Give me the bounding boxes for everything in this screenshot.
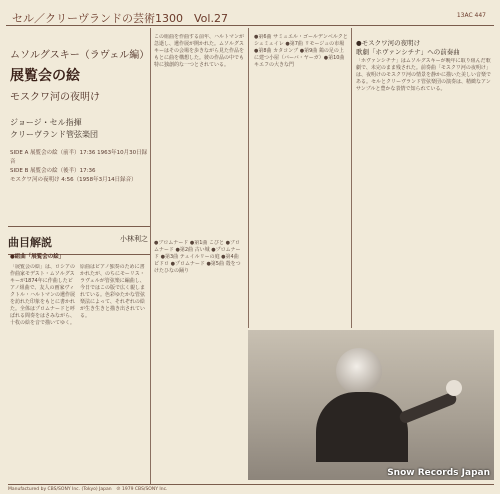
series-title: セル／クリーヴランドの芸術1300 Vol.27: [12, 12, 228, 25]
column-divider-3: [351, 28, 352, 328]
second-work: モスクワ河の夜明け: [10, 92, 100, 103]
notes-heading: [8, 226, 150, 255]
opera-title: 歌劇「ホヴァンシチナ」への前奏曲: [356, 48, 460, 56]
header-bar: [6, 7, 494, 26]
side-a: SIDE A 展覧会の絵（前半）17:36 1963年10月30日録音: [10, 150, 148, 165]
watermark: Snow Records Japan: [387, 468, 490, 478]
notes-col-6: 「ホヴァンシチナ」はムソルグスキーが晩年に取り組んだ歌劇で、未完のまま残された。前奏曲「モスクワ河の夜明け」は、夜明けのモスクワ河の情景を静かに描いた美しい音楽である。セルとクリーヴランド管弦楽団の演奏は、精緻なアンサンブルと豊かな表情で知られている。: [356, 58, 492, 92]
work-heading: ●組曲「展覧会の絵」: [10, 254, 65, 260]
conductor: ジョージ・セル指揮: [10, 118, 82, 127]
work-title: 展覧会の絵: [10, 68, 80, 84]
moscow-title: ●モスクワ河の夜明け: [356, 39, 421, 47]
photo-hand: [446, 380, 462, 396]
side-b: SIDE B 展覧会の絵（後半）17:36: [10, 168, 96, 174]
notes-col-5: ●第6曲 サミュエル・ゴールデンベルクとシュミュイレ ●第7曲 リモージュの市場 ●第8曲 カタコンブ ●第9曲 鶏の足の上に建つ小屋（バーバ・ヤーガ）●第10曲 キエフの大きな門: [254, 34, 348, 68]
footer: Manufactured by CBS/SONY Inc. (Tokyo) Japan ℗ 1979 CBS/SONY Inc.: [8, 484, 494, 492]
column-divider-2: [248, 28, 249, 328]
album-title-block: [10, 30, 150, 185]
conductor-photo: [248, 330, 494, 480]
notes-col-1: 「展覧会の絵」は、ロシアの作曲家モデスト・ムソルグスキーが1874年に作曲したピアノ組曲で、友人の画家ヴィクトル・ハルトマンの遺作展を訪れた印象をもとに書かれた。全体はプロムナードと呼ばれる間奏をはさみながら、十枚の絵を音で描いてゆく。: [10, 264, 76, 326]
photo-head: [336, 348, 382, 394]
composer-line: ムソルグスキー（ラヴェル編）: [10, 50, 150, 61]
notes-col-2: 原曲はピアノ独奏のために書かれたが、のちにモーリス・ラヴェルが管弦楽に編曲し、今日ではこの版で広く親しまれている。色彩ゆたかな管弦楽法によって、それぞれの絵が生き生きと描き出されている。: [80, 264, 146, 319]
side-b-2: モスクワ河の夜明け 4:56（1958年3月14日録音）: [10, 177, 137, 183]
notes-title: 曲目解説: [8, 236, 52, 249]
catalog-number: 13AC 447: [456, 12, 486, 19]
side-listing: [10, 149, 150, 185]
orchestra: クリーヴランド管弦楽団: [10, 130, 98, 139]
notes-author: 小林利之: [120, 235, 148, 243]
notes-col-3: この組曲を作曲する前年、ハルトマンが急逝し、遺作展が開かれた。ムソルグスキーはその会場を歩きながら見た作品をもとに曲を構想した。彼の作品の中でも特に独創的な一つとされている。: [154, 34, 244, 68]
photo-arm: [398, 391, 458, 425]
photo-body: [316, 392, 408, 462]
notes-col-4: ●プロムナード ●第1曲 こびと ●プロムナード ●第2曲 古い城 ●プロムナード ●第3曲 テュイルリーの庭 ●第4曲 ビドロ ●プロムナード ●第5曲 殻をつけたひなの踊り: [154, 240, 241, 274]
column-divider-1: [150, 28, 151, 484]
performers: [10, 117, 150, 141]
